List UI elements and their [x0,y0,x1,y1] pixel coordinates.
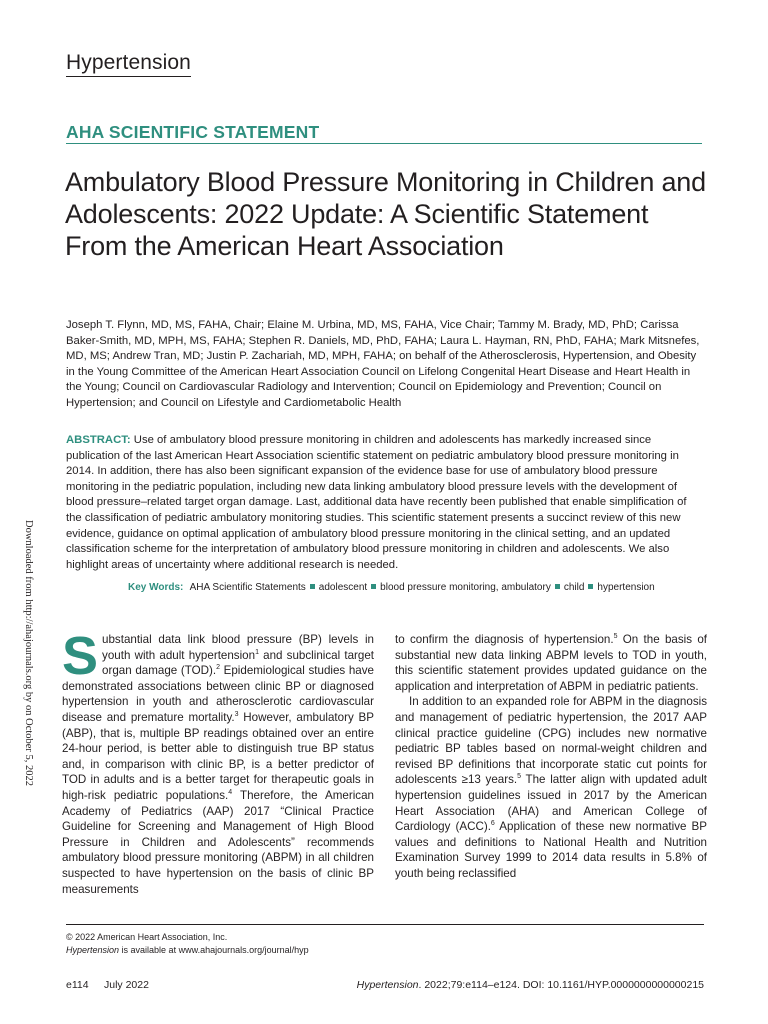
body-column-right [395,632,707,882]
abstract-label: ABSTRACT: [66,434,131,446]
page-number: e114 [66,979,89,991]
citation-ref[interactable]: 1 [255,648,259,656]
abstract [66,433,704,573]
citation-ref[interactable]: 2 [216,664,220,672]
body-text: to confirm the diagnosis of hypertension. [395,633,614,646]
body-text: and subclinical target organ damage (TOD). [102,648,374,678]
citation-ref[interactable]: 5 [517,773,522,781]
body-text: The latter align with updated adult hypertension guidelines issued in 2017 by the American Heart Association (AHA) and American College of Cardiology (ACC). [395,773,707,834]
journal-name-italic: Hypertension [66,945,120,955]
download-watermark: Downloaded from http://ahajournals.org by on October 5, 2022 [23,520,34,787]
keyword-separator-icon [371,584,376,589]
drop-cap: S [62,626,99,686]
keywords-label: Key Words: [128,582,184,593]
body-text: In addition to an expanded role for ABPM in the diagnosis and management of pediatric hypertension, the 2017 AAP clinical practice guideline (CPG) includes new normative pediatric BP tables based on normal-weight children and revised BP definitions that incorporate static cut points for adolescents ≥13 years. [395,695,707,787]
keywords [128,581,728,595]
availability-notice [66,944,309,957]
citation-ref[interactable]: 4 [228,789,233,797]
citation-ref[interactable]: 3 [234,711,239,719]
abstract-text: Use of ambulatory blood pressure monitoring in children and adolescents has markedly increased since publication of the last American Heart Association scientific statement on pediatric ambulatory blood pressure monitoring in 2014. In addition, there has also been significant expansion of the evidence base for use of ambulatory blood pressure monitoring in the pediatric population, including new data linking ambulatory blood pressure levels with the development of blood pressure–related target organ damage. Last, additional data have recently been published that enable simplification of the classification of pediatric ambulatory monitoring studies. This scientific statement presents a succinct review of this new evidence, guidance on optimal application of ambulatory blood pressure monitoring in the clinical setting, and an updated classification scheme for the interpretation of ambulatory blood pressure monitoring in children and adolescents. We also highlight areas of uncertainty where additional research is needed. [66,434,687,571]
keyword-separator-icon [310,584,315,589]
keyword-item[interactable]: adolescent [318,582,368,593]
section-label: AHA SCIENTIFIC STATEMENT [66,122,702,144]
body-paragraph [62,626,374,897]
body-paragraph [395,694,707,881]
copyright-notice: © 2022 American Heart Association, Inc. [66,932,228,942]
body-text: Therefore, the American Academy of Pediatrics (AAP) 2017 “Clinical Practice Guideline for Screening and Management of High Blood Pressure in Children and Adolescents” recommends ambulatory blood pressure monitoring (ABPM) in all children suspected to have hypertension on the basis of clinic BP measurements [62,788,374,896]
keyword-item[interactable]: hypertension [597,582,655,593]
journal-name: Hypertension [66,50,191,77]
keyword-item[interactable]: child [563,582,585,593]
issue-date: July 2022 [104,979,149,991]
author-list: Joseph T. Flynn, MD, MS, FAHA, Chair; Elaine M. Urbina, MD, MS, FAHA, Vice Chair; Tammy M. Brady, MD, PhD; Carissa Baker-Smith, MD, MPH, MS, FAHA; Stephen R. Daniels, MD, PhD, FAHA; Laura L. Hayman, RN, PhD, FAHA; Mark Mitsnefes, MD, MS; Andrew Tran, MD; Justin P. Zachariah, MD, MPH, FAHA; on behalf of the Atherosclerosis, Hypertension, and Obesity in the Young Committee of the American Heart Association Council on Lifelong Congenital Heart Disease and Heart Health in the Young; Council on Cardiovascular Radiology and Intervention; Council on Epidemiology and Prevention; Council on Hypertension; and Council on Lifestyle and Cardiometabolic Health [66,319,700,409]
keyword-separator-icon [588,584,593,589]
availability-link[interactable]: is available at www.ahajournals.org/journal/hyp [119,945,309,955]
body-column-left [62,626,374,897]
body-text: On the basis of substantial new data linking ABPM levels to TOD in youth, this scientific statement provides updated guidance on the application and interpretation of ABPM in pediatric patients. [395,633,707,693]
article-title: Ambulatory Blood Pressure Monitoring in Children and Adolescents: 2022 Update: A Scientific Statement From the American Heart Association [65,167,706,261]
body-text: ubstantial data link blood pressure (BP) levels in youth with adult hypertension [102,633,374,662]
keyword-item[interactable]: AHA Scientific Statements [189,582,306,593]
footer-divider [66,924,704,925]
citation-ref[interactable]: 5 [613,633,618,641]
citation-journal: Hypertension [356,979,419,991]
keyword-separator-icon [555,584,560,589]
article-citation [357,979,704,991]
citation-ref[interactable]: 6 [490,820,495,828]
body-text: Epidemiological studies have demonstrated associations between clinic BP or diagnosed hypertension in youth and atherosclerotic cardiovascular disease and premature mortality. [62,664,374,724]
keyword-item[interactable]: blood pressure monitoring, ambulatory [380,582,551,593]
body-text: Application of these new normative BP values and definitions to National Health and Nutrition Examination Survey 1999 to 2014 data results in 5.8% of youth being reclassified [395,820,707,880]
body-text: However, ambulatory BP (ABP), that is, multiple BP readings obtained over an entire 24-hour period, is better able to distinguish true BP status and, in comparison with clinic BP, is a better predictor of TOD in adults and is a better target for therapeutic goals in high-risk pediatric populations. [62,710,374,802]
citation-doi[interactable]: . 2022;79:e114–e124. DOI: 10.1161/HYP.0000000000000215 [418,979,704,991]
body-paragraph [395,632,707,694]
